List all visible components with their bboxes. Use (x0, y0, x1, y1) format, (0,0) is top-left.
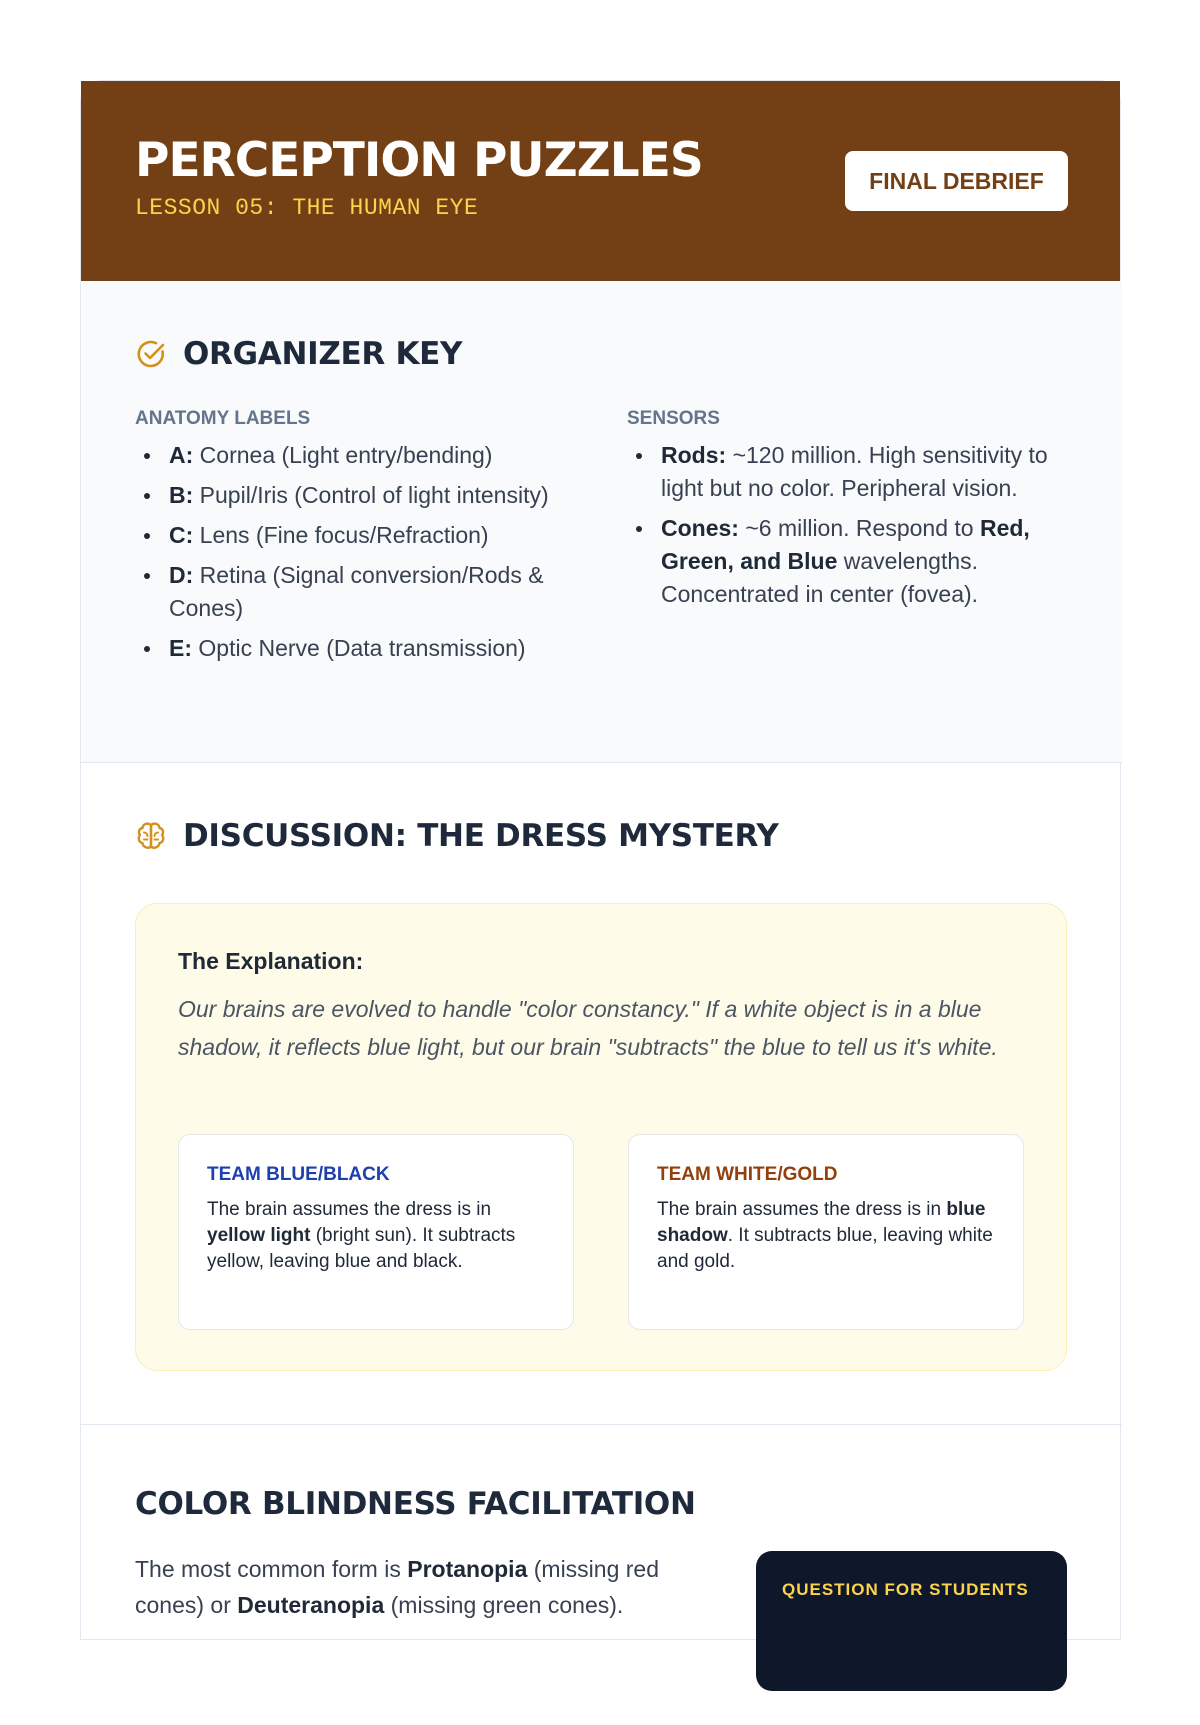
explanation-label: The Explanation: (178, 948, 364, 974)
team-white-gold-text: The brain assumes the dress is in blue shadow. It subtracts blue, leaving white and gold. (657, 1199, 993, 1272)
organizer-key-title: ORGANIZER KEY (183, 335, 463, 372)
list-item: E: Optic Nerve (Data transmission) (135, 632, 565, 665)
question-label: QUESTION FOR STUDENTS (782, 1580, 1029, 1599)
anatomy-list (135, 439, 565, 672)
lesson-subtitle: LESSON 05: THE HUMAN EYE (135, 195, 479, 221)
sensors-heading: SENSORS (627, 408, 720, 429)
explanation-box (135, 903, 1067, 1371)
list-item: B: Pupil/Iris (Control of light intensity) (135, 479, 565, 512)
organizer-key-header (135, 335, 463, 372)
color-blindness-title: COLOR BLINDNESS FACILITATION (135, 1486, 696, 1522)
lesson-card (80, 80, 1121, 1640)
team-blue-black-title: TEAM BLUE/BLACK (207, 1164, 390, 1185)
sensors-list (627, 439, 1067, 618)
team-white-gold-card (628, 1134, 1024, 1330)
question-box (756, 1551, 1067, 1691)
check-circle-icon (135, 338, 167, 370)
brain-icon (135, 820, 167, 852)
organizer-key-section (81, 281, 1122, 763)
list-item: C: Lens (Fine focus/Refraction) (135, 519, 565, 552)
lesson-header (81, 81, 1120, 281)
final-debrief-button[interactable]: FINAL DEBRIEF (845, 151, 1068, 211)
list-item-cones: Cones: ~6 million. Respond to Red, Green, and Blue wavelengths. Concentrated in center (fovea). (627, 512, 1067, 611)
color-blindness-text: The most common form is Protanopia (missing red cones) or Deuteranopia (missing green cones). (135, 1556, 660, 1618)
dress-mystery-header (135, 817, 779, 854)
team-white-gold-title: TEAM WHITE/GOLD (657, 1164, 838, 1185)
team-blue-black-text: The brain assumes the dress is in yellow light (bright sun). It subtracts yellow, leaving blue and black. (207, 1199, 516, 1272)
team-blue-black-card (178, 1134, 574, 1330)
page-title: PERCEPTION PUZZLES (135, 133, 703, 188)
explanation-text: Our brains are evolved to handle "color constancy." If a white object is in a blue shadow, it reflects blue light, but our brain "subtracts" the blue to tell us it's white. (178, 996, 998, 1060)
dress-mystery-title: DISCUSSION: THE DRESS MYSTERY (183, 817, 779, 854)
dress-mystery-section (81, 763, 1122, 1425)
list-item: D: Retina (Signal conversion/Rods & Cones) (135, 559, 565, 625)
list-item-rods: Rods: ~120 million. High sensitivity to light but no color. Peripheral vision. (627, 439, 1067, 505)
list-item: A: Cornea (Light entry/bending) (135, 439, 565, 472)
color-blindness-section (81, 1425, 1122, 1725)
anatomy-labels-heading: ANATOMY LABELS (135, 408, 311, 429)
